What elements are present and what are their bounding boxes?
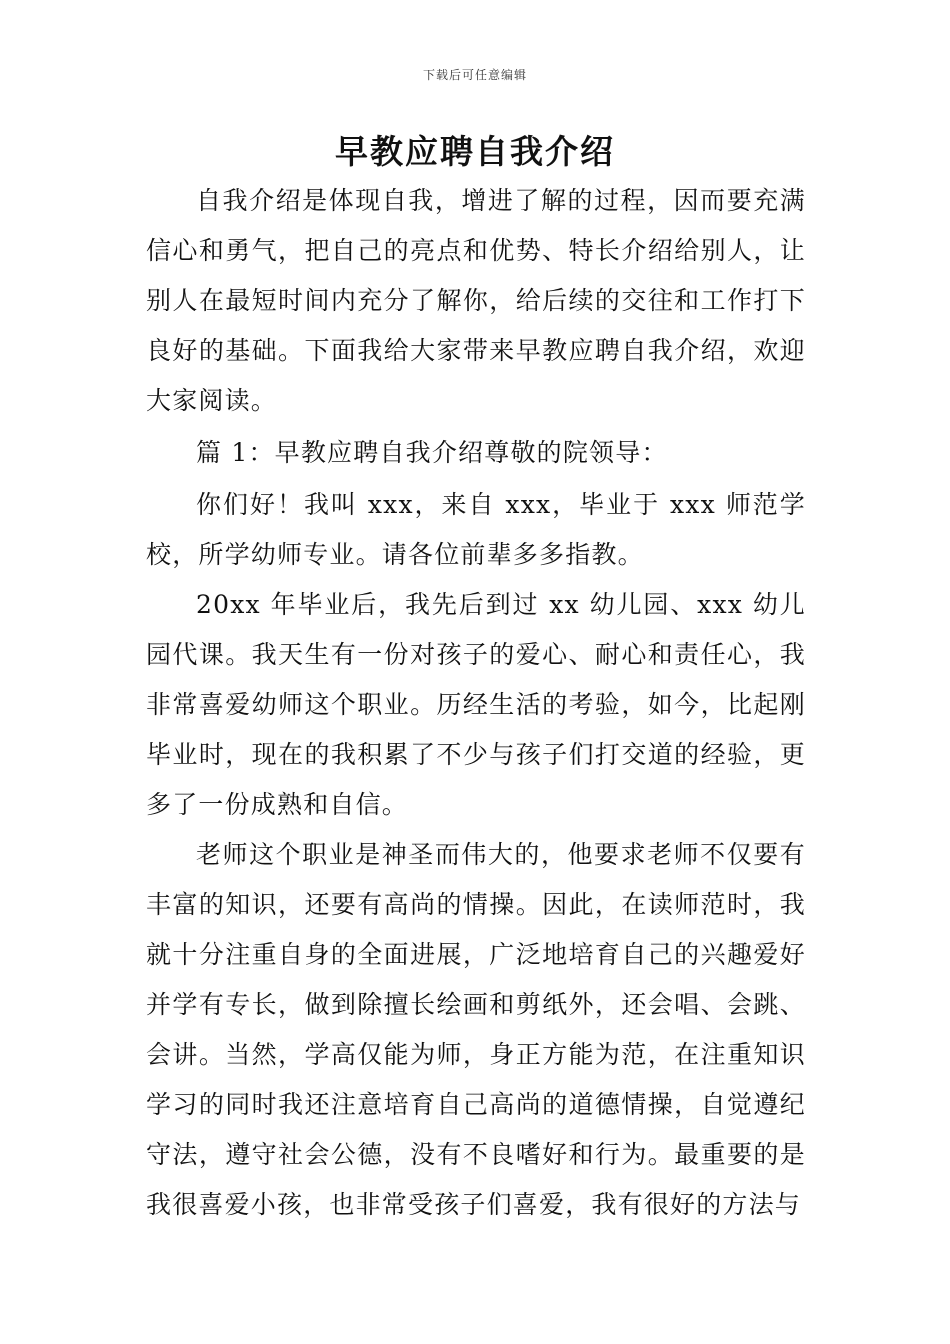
paragraph-intro: 自我介绍是体现自我，增进了解的过程，因而要充满信心和勇气，把自己的亮点和优势、特长介绍给别人，让别人在最短时间内充分了解你，给后续的交往和工作打下良好的基础。下面我给大家带来早教应聘自我介绍，欢迎大家阅读。 (146, 186, 806, 415)
document-title: 早教应聘自我介绍 (335, 132, 615, 171)
paragraph-greeting: 你们好！我叫 xxx，来自 xxx，毕业于 xxx 师范学校，所学幼师专业。请各位前辈多多指教。 (146, 490, 806, 569)
paragraph-section-heading: 篇 1：早教应聘自我介绍尊敬的院领导： (196, 438, 668, 467)
document-body (146, 176, 806, 1230)
header-note: 下载后可任意编辑 (422, 68, 527, 82)
paragraph-experience: 20xx 年毕业后，我先后到过 xx 幼儿园、xxx 幼儿园代课。我天生有一份对孩子的爱心、耐心和责任心，我非常喜爱幼师这个职业。历经生活的考验，如今，比起刚毕业时，现在的我积累了不少与孩子们打交道的经验，更多了一份成熟和自信。 (146, 590, 806, 819)
paragraph-qualities: 老师这个职业是神圣而伟大的，他要求老师不仅要有丰富的知识，还要有高尚的情操。因此，在读师范时，我就十分注重自身的全面进展，广泛地培育自己的兴趣爱好并学有专长，做到除擅长绘画和剪纸外，还会唱、会跳、会讲。当然，学高仅能为师，身正方能为范，在注重知识学习的同时我还注意培育自己高尚的道德情操，自觉遵纪守法，遵守社会公德，没有不良嗜好和行为。最重要的是我很喜爱小孩，也非常受孩子们喜爱，我有很好的方法与 (146, 840, 806, 1219)
